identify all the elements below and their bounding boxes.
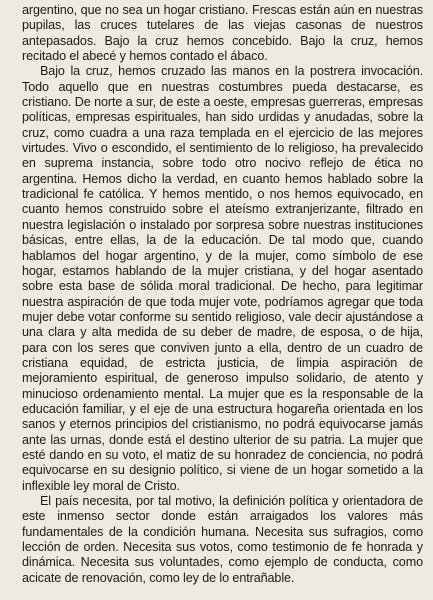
paragraph-1: argentino, que no sea un hogar cristiano. Frescas están aún en nuestras pupilas, las cruces tutelares de las viejas casonas de nuestros antepasados. Bajo la cruz hemos concebido. Bajo la cruz, hemos recitado el abecé y hemos contado el ábaco.: [22, 3, 423, 64]
paragraph-2: Bajo la cruz, hemos cruzado las manos en la postrera invocación. Todo aquello que en nuestras costumbres pueda destacarse, es cristiano. De norte a sur, de este a oeste, empresas guerreras, empresas políticas, empresas espirituales, han sido urdidas y anudadas, sobre la cruz, como cuadra a una raza templada en el ejercicio de las mejores virtudes. Vivo o escondido, el sentimiento de lo religioso, ha prevalecido en suprema instancia, sobre todo otro nocivo reflejo de ética no argentina. Hemos dicho la verdad, en cuanto hemos hablado sobre la tradicional fe católica. Y hemos mentido, o nos hemos equivocado, en cuanto hemos construido sobre el ateísmo extranjerizante, filtrado en nuestra legislación o instalado por sorpresa sobre nuestras instituciones básicas, entre ellas, la de la educación. De tal modo que, cuando hablamos del hogar argentino, y de la mujer, como símbolo de ese hogar, estamos hablando de la mujer cristiana, y del hogar asentado sobre esta base de sólida moral tradicional. De hecho, para legitimar nuestra aspiración de que toda mujer vote, podríamos agregar que toda mujer debe votar conforme su sentido religioso, vale decir ajustándose a una clara y alta medida de su deber de madre, de esposa, o de hija, para con los seres que conviven junto a ella, dentro de un cuadro de cristiana equidad, de estricta justicia, de limpia aspiración de mejoramiento espiritual, de generoso impulso solidario, de atento y minucioso ordenamiento mental. La mujer que es la responsable de la educación familiar, y el eje de una estructura hogareña orientada en los sanos y eternos principios del cristianismo, no podrá equivocarse jamás ante las urnas, donde está el destino ulterior de su patria. La mujer que esté dando en su voto, el matiz de su honradez de conciencia, no podrá equivocarse en su designio político, si viene de un hogar sometido a la inflexible ley moral de Cristo.: [22, 64, 423, 493]
body-text: [22, 3, 423, 586]
paragraph-3: El país necesita, por tal motivo, la definición política y orientadora de este inmenso sector donde están arraigados los valores más fundamentales de la condición humana. Necesita sus sufragios, como lección de orden. Necesita sus votos, como testimonio de fe honrada y dinámica. Necesita sus voluntades, como ejemplo de conducta, como acicate de renovación, como ley de lo entrañable.: [22, 494, 423, 585]
